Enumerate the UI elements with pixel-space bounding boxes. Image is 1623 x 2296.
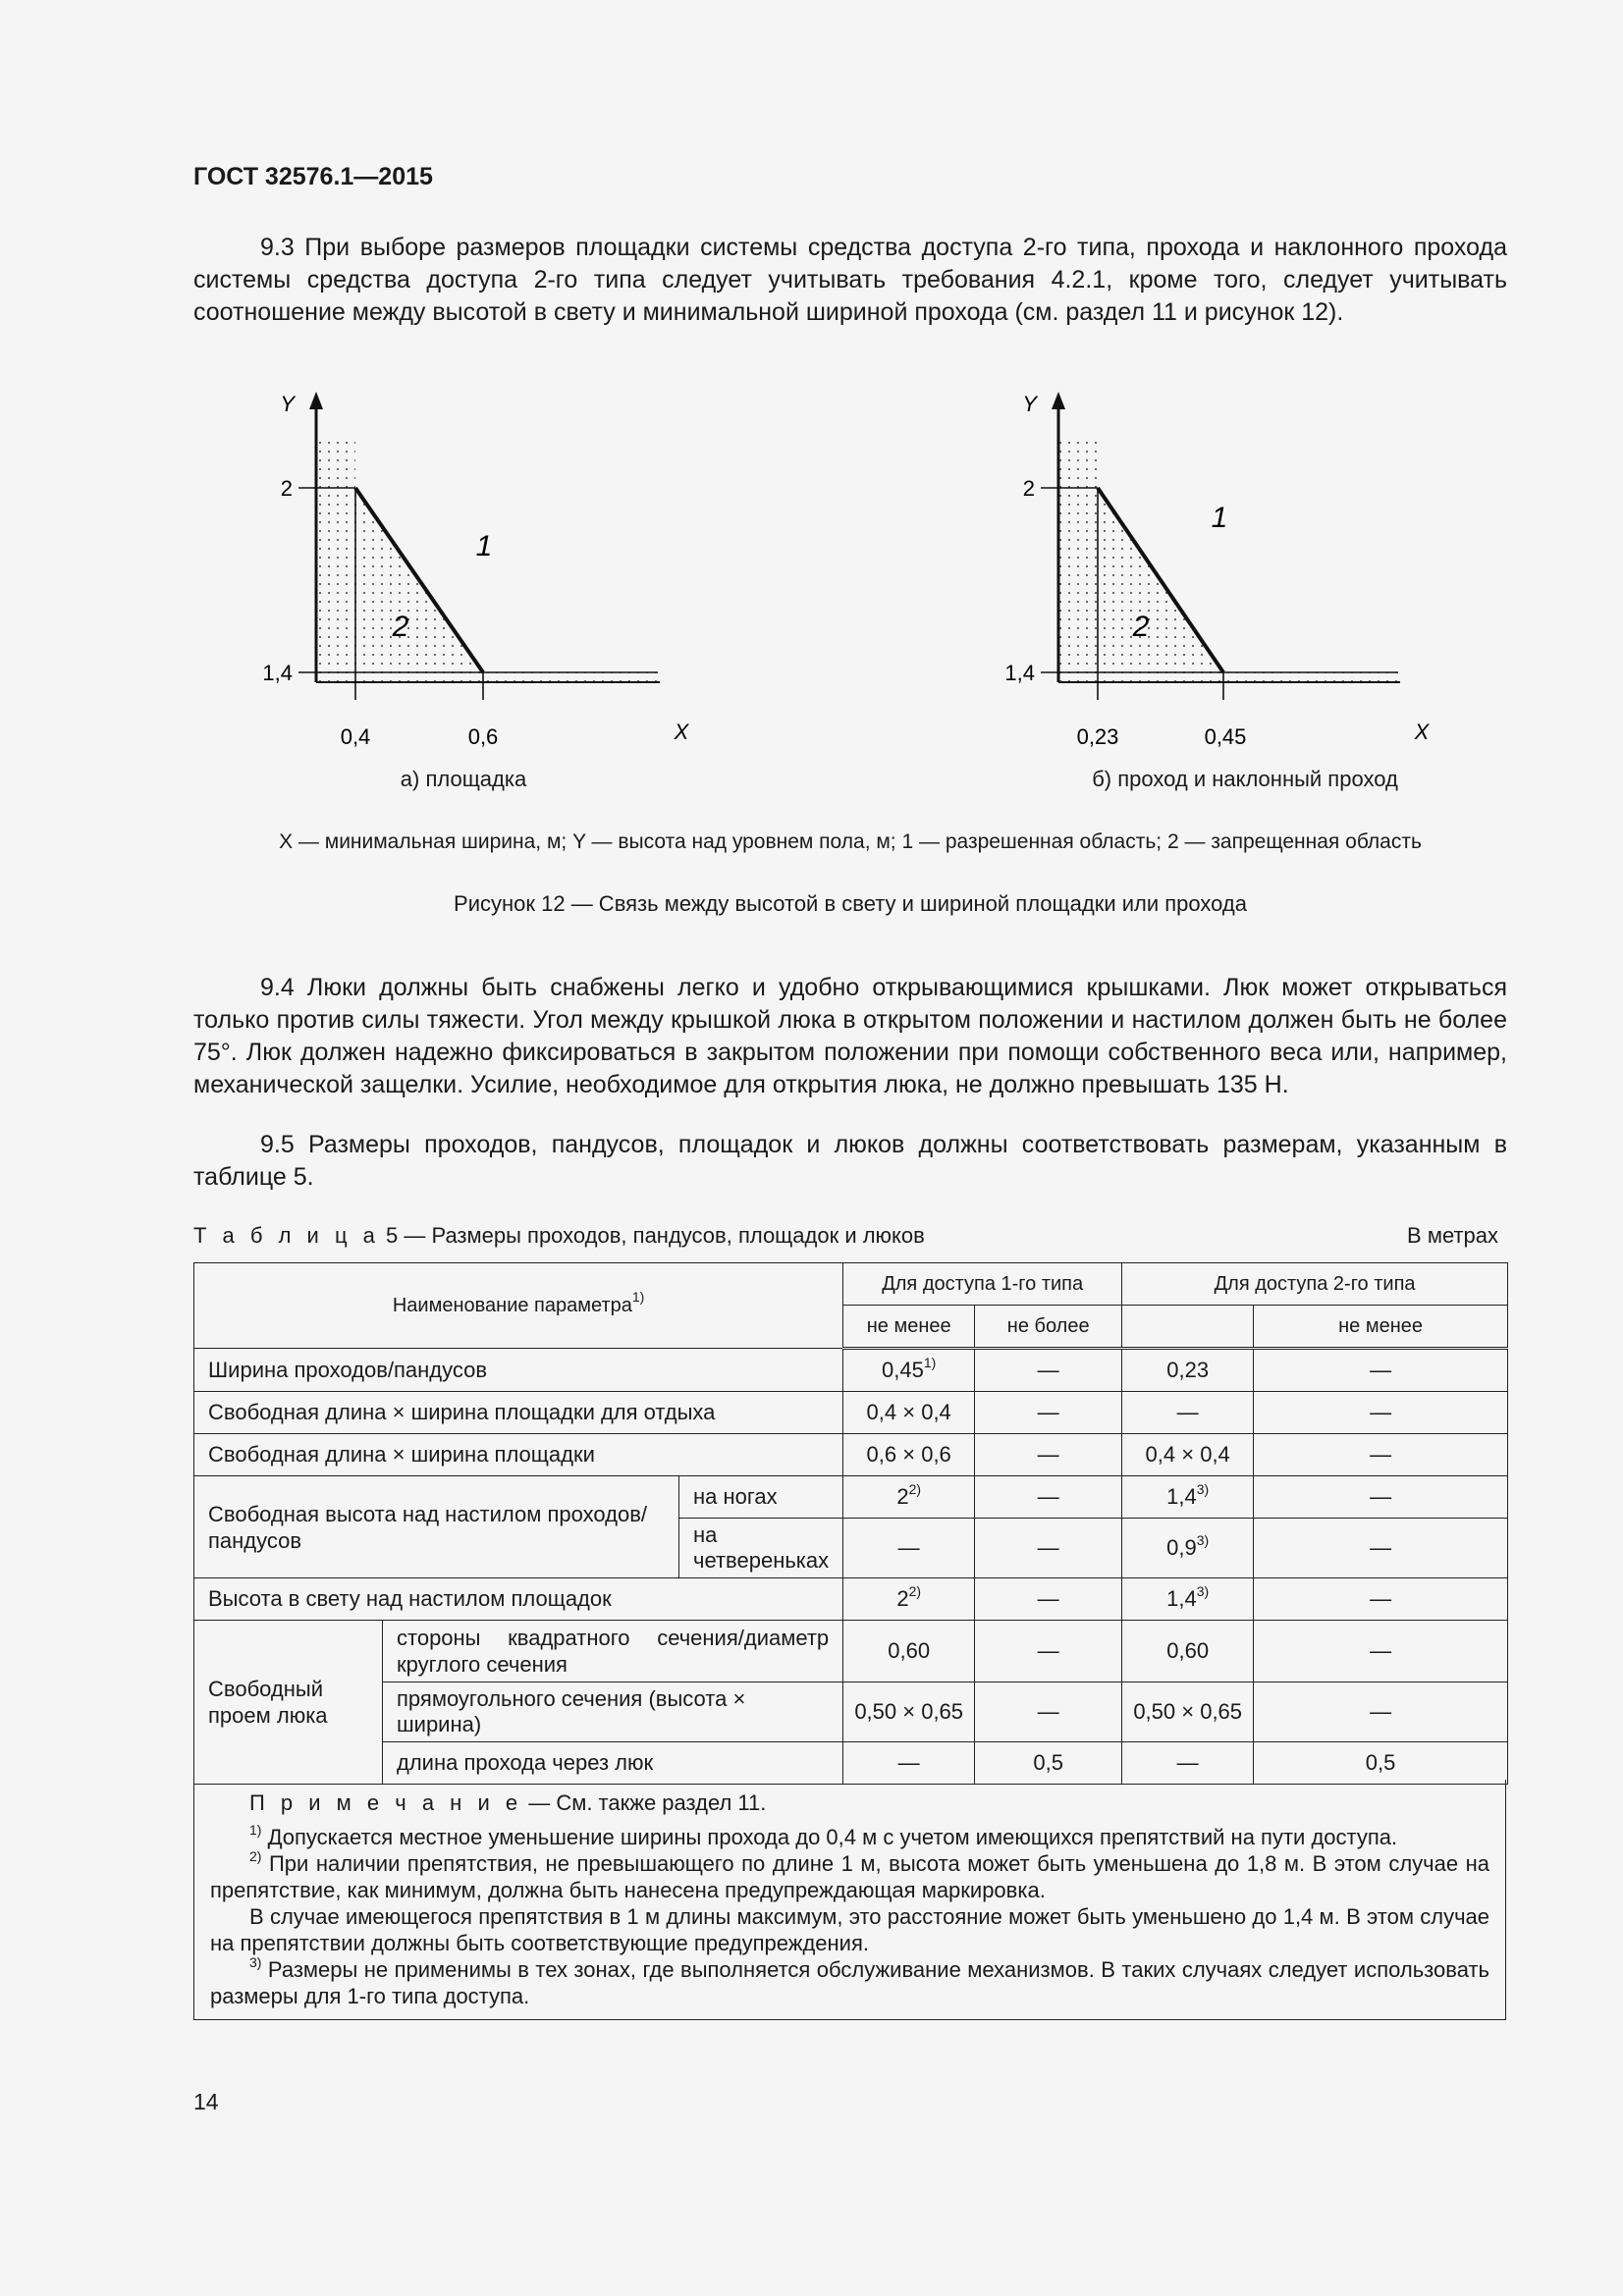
header-min: не менее <box>843 1306 975 1349</box>
cell-value <box>1122 1476 1254 1519</box>
cell-value: — <box>975 1349 1122 1392</box>
table-caption <box>193 1223 925 1249</box>
footnote-text: Размеры не применимы в тех зонах, где выполняется обслуживание механизмов. В таких случаях следует использовать размеры для 1-го типа доступа. <box>210 1957 1489 2008</box>
cell-value: — <box>1122 1742 1254 1785</box>
cell-value: 0,4 × 0,4 <box>1122 1434 1254 1476</box>
cell-value: — <box>1254 1392 1508 1434</box>
table-row <box>194 1621 1508 1682</box>
table-row <box>194 1392 1508 1434</box>
footnote-ref: 2) <box>908 1481 922 1497</box>
y-tick-label: 2 <box>280 476 293 501</box>
table-caption-text: 5 — Размеры проходов, пандусов, площадок и люков <box>379 1223 925 1248</box>
region-1-label: 1 <box>1211 502 1228 534</box>
cell-value: — <box>1254 1349 1508 1392</box>
cell-value: 0,4 × 0,4 <box>843 1392 975 1434</box>
note-title <box>210 1789 1489 1816</box>
region-2-label: 2 <box>1132 611 1150 643</box>
cell-value: — <box>1254 1578 1508 1621</box>
value-text: 0,9 <box>1166 1535 1197 1560</box>
row-subname: длина прохода через люк <box>383 1742 843 1785</box>
value-text: 1,4 <box>1166 1586 1197 1611</box>
panel-b-caption: б) проход и наклонный проход <box>1092 767 1398 791</box>
header-param-text: Наименование параметра <box>392 1294 632 1316</box>
row-name: Свободная высота над настилом проходов/пандусов <box>194 1476 679 1578</box>
chart-panel-b <box>1005 388 1437 761</box>
x-tick-label: 0,23 <box>1076 724 1119 749</box>
row-name: Свободная длина × ширина площадки <box>194 1434 843 1476</box>
header-min: не менее <box>1254 1306 1508 1349</box>
cell-value: — <box>843 1742 975 1785</box>
footnote-1 <box>210 1824 1489 1850</box>
page-number: 14 <box>193 2089 219 2114</box>
row-subname: прямоугольного сечения (высота × ширина) <box>383 1682 843 1742</box>
cell-value: — <box>975 1392 1122 1434</box>
cell-value <box>1122 1519 1254 1578</box>
y-axis-label: Y <box>280 392 295 416</box>
cell-value: — <box>1254 1476 1508 1519</box>
row-name: Свободная длина × ширина площадки для отдыха <box>194 1392 843 1434</box>
cell-value: — <box>975 1621 1122 1682</box>
table-row <box>194 1742 1508 1785</box>
document-header: ГОСТ 32576.1—2015 <box>193 163 433 190</box>
cell-value: 0,6 × 0,6 <box>843 1434 975 1476</box>
row-subname: стороны квадратного сечения/диаметр круглого сечения <box>383 1621 843 1682</box>
cell-value: 0,23 <box>1122 1349 1254 1392</box>
footnote-mark: 1) <box>249 1822 262 1838</box>
cell-value <box>843 1578 975 1621</box>
header-max: не более <box>975 1306 1122 1349</box>
value-text: 1,4 <box>1166 1484 1197 1509</box>
footnote-ref: 1) <box>923 1355 937 1370</box>
cell-value: 0,60 <box>1122 1621 1254 1682</box>
cell-value: — <box>1122 1392 1254 1434</box>
header-empty <box>1122 1306 1254 1349</box>
y-tick-label: 1,4 <box>1004 661 1035 685</box>
cell-value <box>1122 1578 1254 1621</box>
cell-value: — <box>1254 1434 1508 1476</box>
y-tick-label: 2 <box>1022 476 1035 501</box>
footnote-text: При наличии препятствия, не превышающего по длине 1 м, высота может быть уменьшена до 1,8 м. В этом случае на препятствие, как минимум, должна быть нанесена предупреждающая маркировка. <box>210 1851 1489 1902</box>
value-text: 2 <box>896 1484 909 1509</box>
table-header-row <box>194 1263 1508 1306</box>
cell-value: — <box>975 1578 1122 1621</box>
y-axis-label: Y <box>1022 392 1037 416</box>
x-tick-label: 0,4 <box>340 724 371 749</box>
y-axis-arrow <box>1052 392 1065 409</box>
cell-value: 0,60 <box>843 1621 975 1682</box>
table-row <box>194 1682 1508 1742</box>
cell-value: — <box>1254 1519 1508 1578</box>
x-axis-label: X <box>674 720 689 744</box>
figure-panel-b <box>1005 388 1437 766</box>
value-text: 0,45 <box>882 1358 924 1382</box>
cell-value: 0,50 × 0,65 <box>843 1682 975 1742</box>
footnote-text: Допускается местное уменьшение ширины прохода до 0,4 м с учетом имеющихся препятствий на пути доступа. <box>261 1825 1398 1849</box>
x-axis-label: X <box>1414 720 1430 744</box>
cell-value: — <box>843 1519 975 1578</box>
cell-value <box>843 1476 975 1519</box>
cell-value: 0,5 <box>975 1742 1122 1785</box>
figure-legend: X — минимальная ширина, м; Y — высота над уровнем пола, м; 1 — разрешенная область; 2 — запрещенная область <box>279 830 1422 853</box>
region-1-label: 1 <box>475 530 493 562</box>
paragraph-9-5: 9.5 Размеры проходов, пандусов, площадок и люков должны соответствовать размерам, указанным в таблице 5. <box>193 1131 1507 1191</box>
x-tick-label: 0,6 <box>467 724 499 749</box>
footnote-2 <box>210 1850 1489 1903</box>
row-name: Ширина проходов/пандусов <box>194 1349 843 1392</box>
table-caption-prefix: Т а б л и ц а <box>193 1223 380 1248</box>
footnote-mark: 2) <box>249 1848 262 1864</box>
forbidden-area <box>1058 437 1398 682</box>
table-row <box>194 1578 1508 1621</box>
table-row <box>194 1434 1508 1476</box>
header-type2: Для доступа 2-го типа <box>1122 1263 1508 1306</box>
cell-value: — <box>975 1519 1122 1578</box>
cell-value <box>843 1349 975 1392</box>
footnote-ref: 3) <box>1196 1532 1210 1548</box>
header-type1: Для доступа 1-го типа <box>843 1263 1122 1306</box>
cell-value: — <box>975 1682 1122 1742</box>
footnote-ref: 3) <box>1196 1481 1210 1497</box>
y-tick-label: 1,4 <box>262 661 293 685</box>
paragraph-9-4: 9.4 Люки должны быть снабжены легко и удобно открывающимися крышками. Люк может открываться только против силы тяжести. Угол между крышкой люка в открытом положении и настилом должен быть не более 75°. Люк должен надежно фиксироваться в закрытом положении при помощи собственного веса или, например, механической защелки. Усилие, необходимое для открытия люка, не должно превышать 135 Н. <box>193 974 1507 1098</box>
table-row <box>194 1349 1508 1392</box>
x-tick-label: 0,45 <box>1204 724 1247 749</box>
row-name: Высота в свету над настилом площадок <box>194 1578 843 1621</box>
table-notes <box>193 1780 1506 2020</box>
table-row <box>194 1476 1508 1519</box>
footnote-3 <box>210 1956 1489 2009</box>
chart-panel-a <box>262 388 697 761</box>
row-name: Свободный проем люка <box>194 1621 383 1785</box>
cell-value: 0,50 × 0,65 <box>1122 1682 1254 1742</box>
panel-a-caption: а) площадка <box>400 767 527 791</box>
footnote-ref: 1) <box>631 1288 645 1305</box>
footnote-2-continued: В случае имеющегося препятствия в 1 м длины максимум, это расстояние может быть уменьшено до 1,4 м. В этом случае на препятствии должны быть соответствующие предупреждения. <box>210 1904 1489 1955</box>
figure-panel-a <box>262 388 697 766</box>
note-title-text: — См. также раздел 11. <box>522 1790 767 1815</box>
table-units: В метрах <box>1407 1223 1498 1248</box>
region-2-label: 2 <box>392 611 409 643</box>
footnote-ref: 2) <box>908 1583 922 1599</box>
cell-value: — <box>975 1434 1122 1476</box>
cell-value: — <box>1254 1621 1508 1682</box>
cell-value: — <box>1254 1682 1508 1742</box>
row-subname: на ногах <box>679 1476 843 1519</box>
cell-value: — <box>975 1476 1122 1519</box>
note-title-word: П р и м е ч а н и е <box>249 1790 523 1815</box>
paragraph-9-3: 9.3 При выборе размеров площадки системы средства доступа 2-го типа, прохода и наклонного прохода системы средства доступа 2-го типа следует учитывать требования 4.2.1, кроме того, следует учитывать соотношение между высотой в свету и минимальной шириной прохода (см. раздел 11 и рисунок 12). <box>193 234 1507 326</box>
footnote-ref: 3) <box>1196 1583 1210 1599</box>
value-text: 2 <box>896 1586 909 1611</box>
cell-value: 0,5 <box>1254 1742 1508 1785</box>
row-subname: на четвереньках <box>679 1519 843 1578</box>
dimensions-table <box>193 1262 1508 1785</box>
y-axis-arrow <box>309 392 323 409</box>
figure-caption: Рисунок 12 — Связь между высотой в свету и шириной площадки или прохода <box>454 891 1247 916</box>
header-param <box>194 1263 843 1349</box>
footnote-mark: 3) <box>249 1954 262 1970</box>
